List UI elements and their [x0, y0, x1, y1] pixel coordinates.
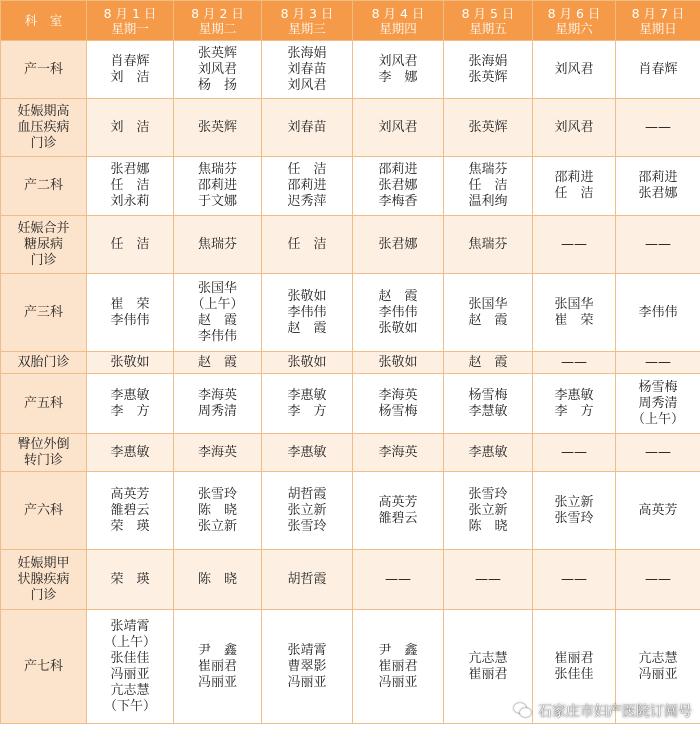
schedule-cell: 尹 鑫 崔丽君 冯丽亚 — [174, 610, 262, 724]
schedule-cell: 李惠敏 李 方 — [87, 374, 174, 434]
schedule-cell: 张国华 崔 荣 — [533, 274, 616, 352]
schedule-cell: 任 洁 — [262, 216, 353, 274]
header-day — [616, 1, 700, 41]
dept-cell: 产七科 — [1, 610, 87, 724]
schedule-cell: 亢志慧 崔丽君 — [444, 610, 533, 724]
schedule-cell: 高英芳 雒碧云 — [353, 472, 444, 550]
header-weekday: 星期一 — [111, 20, 149, 36]
dept-cell: 妊娠合并 糖尿病 门诊 — [1, 216, 87, 274]
schedule-cell: —— — [533, 216, 616, 274]
schedule-cell: 刘风君 — [353, 99, 444, 157]
schedule-cell: —— — [533, 550, 616, 610]
schedule-cell: 张靖霄 （上午） 张佳佳 冯丽亚 亢志慧 （下午） — [87, 610, 174, 724]
schedule-cell: 邵莉进 任 洁 — [533, 157, 616, 216]
dept-cell: 臀位外倒 转门诊 — [1, 434, 87, 472]
schedule-cell: 焦瑞芬 — [174, 216, 262, 274]
schedule-cell: 李海英 — [353, 434, 444, 472]
schedule-cell: 胡哲霞 — [262, 550, 353, 610]
table-row — [1, 550, 700, 610]
schedule-cell: —— — [444, 550, 533, 610]
schedule-cell: 张敬如 — [353, 352, 444, 374]
schedule-cell: 李惠敏 — [444, 434, 533, 472]
schedule-cell: 赵 霞 李伟伟 张敬如 — [353, 274, 444, 352]
header-date: 8 月 2 日 — [191, 5, 244, 21]
dept-cell: 产五科 — [1, 374, 87, 434]
schedule-cell: 刘风君 — [533, 99, 616, 157]
schedule-cell: 张雪玲 张立新 陈 晓 — [444, 472, 533, 550]
schedule-cell: 张敬如 — [262, 352, 353, 374]
schedule-cell: 张君娜 任 洁 刘永莉 — [87, 157, 174, 216]
table-row — [1, 216, 700, 274]
table-row — [1, 434, 700, 472]
header-row — [1, 1, 700, 41]
table-row — [1, 41, 700, 99]
schedule-cell: 张敬如 — [87, 352, 174, 374]
header-weekday: 星期五 — [469, 20, 507, 36]
dept-cell: 产三科 — [1, 274, 87, 352]
dept-cell: 产一科 — [1, 41, 87, 99]
header-dept: 科 室 — [1, 1, 87, 41]
table-row — [1, 274, 700, 352]
schedule-cell: 邵莉进 张君娜 — [616, 157, 700, 216]
schedule-cell: 刘 洁 — [87, 99, 174, 157]
schedule-cell: —— — [353, 550, 444, 610]
schedule-cell: —— — [533, 352, 616, 374]
schedule-cell: 张立新 张雪玲 — [533, 472, 616, 550]
schedule-cell: 张英辉 — [174, 99, 262, 157]
header-day — [87, 1, 174, 41]
schedule-cell: 张英辉 刘风君 杨 扬 — [174, 41, 262, 99]
table-row — [1, 472, 700, 550]
schedule-cell: 李惠敏 李 方 — [262, 374, 353, 434]
schedule-cell: 张君娜 — [353, 216, 444, 274]
schedule-cell: —— — [616, 99, 700, 157]
header-weekday: 星期四 — [379, 20, 417, 36]
schedule-cell: 张海娟 刘春苗 刘风君 — [262, 41, 353, 99]
schedule-cell: 尹 鑫 崔丽君 冯丽亚 — [353, 610, 444, 724]
schedule-cell: 肖春辉 — [616, 41, 700, 99]
schedule-cell: 邵莉进 张君娜 李梅香 — [353, 157, 444, 216]
header-weekday: 星期六 — [555, 20, 593, 36]
schedule-cell: —— — [616, 352, 700, 374]
schedule-cell: 胡哲霞 张立新 张雪玲 — [262, 472, 353, 550]
schedule-cell: 亢志慧 冯丽亚 — [616, 610, 700, 724]
header-weekday: 星期三 — [288, 20, 326, 36]
schedule-cell: 高英芳 雒碧云 荣 瑛 — [87, 472, 174, 550]
schedule-cell: 张敬如 李伟伟 赵 霞 — [262, 274, 353, 352]
table-row — [1, 157, 700, 216]
schedule-cell: 陈 晓 — [174, 550, 262, 610]
header-weekday: 星期日 — [639, 20, 677, 36]
header-day — [353, 1, 444, 41]
schedule-cell: 肖春辉 刘 洁 — [87, 41, 174, 99]
wechat-icon — [514, 703, 532, 719]
schedule-cell: 张国华 赵 霞 — [444, 274, 533, 352]
schedule-cell: 焦瑞芬 任 洁 温利绚 — [444, 157, 533, 216]
schedule-cell: 刘春苗 — [262, 99, 353, 157]
header-date: 8 月 3 日 — [280, 5, 334, 21]
dept-cell: 妊娠期甲 状腺疾病 门诊 — [1, 550, 87, 610]
schedule-cell: 张英辉 — [444, 99, 533, 157]
schedule-cell: 刘风君 李 娜 — [353, 41, 444, 99]
header-date: 8 月 5 日 — [461, 5, 515, 21]
dept-cell: 产六科 — [1, 472, 87, 550]
schedule-cell: 刘风君 — [533, 41, 616, 99]
schedule-cell: 杨雪梅 周秀清 （上午） — [616, 374, 700, 434]
schedule-cell: 李伟伟 — [616, 274, 700, 352]
header-date: 8 月 4 日 — [371, 5, 425, 21]
header-weekday: 星期二 — [198, 20, 237, 36]
schedule-cell: 崔 荣 李伟伟 — [87, 274, 174, 352]
schedule-cell: 崔丽君 张佳佳 — [533, 610, 616, 724]
schedule-cell: —— — [616, 550, 700, 610]
schedule-cell: 焦瑞芬 邵莉进 于文娜 — [174, 157, 262, 216]
schedule-cell: 荣 瑛 — [87, 550, 174, 610]
watermark — [514, 701, 692, 721]
table-row — [1, 99, 700, 157]
schedule-cell: 李惠敏 — [87, 434, 174, 472]
schedule-cell: —— — [616, 434, 700, 472]
header-date: 8 月 1 日 — [103, 5, 157, 21]
schedule-cell: 任 洁 邵莉进 迟秀萍 — [262, 157, 353, 216]
schedule-cell: 张海娟 张英辉 — [444, 41, 533, 99]
schedule-cell: 高英芳 — [616, 472, 700, 550]
dept-cell: 双胎门诊 — [1, 352, 87, 374]
header-day — [262, 1, 353, 41]
schedule-cell: 赵 霞 — [444, 352, 533, 374]
table-row — [1, 352, 700, 374]
header-day — [533, 1, 616, 41]
schedule-cell: 张靖霄 曹翠影 冯丽亚 — [262, 610, 353, 724]
schedule-cell: 李惠敏 — [262, 434, 353, 472]
schedule-cell: 任 洁 — [87, 216, 174, 274]
watermark-text: 石家庄市妇产医院订阅号 — [538, 704, 692, 720]
schedule-cell: 李海英 — [174, 434, 262, 472]
header-date: 8 月 7 日 — [631, 5, 685, 21]
header-day — [444, 1, 533, 41]
header-date: 8 月 6 日 — [547, 5, 601, 21]
dept-cell: 产二科 — [1, 157, 87, 216]
dept-cell: 妊娠期高 血压疾病 门诊 — [1, 99, 87, 157]
schedule-cell: 李惠敏 李 方 — [533, 374, 616, 434]
header-day — [174, 1, 262, 41]
table-row — [1, 374, 700, 434]
schedule-cell: 李海英 周秀清 — [174, 374, 262, 434]
schedule-cell: —— — [616, 216, 700, 274]
schedule-cell: 张雪玲 陈 晓 张立新 — [174, 472, 262, 550]
schedule-cell: 焦瑞芬 — [444, 216, 533, 274]
schedule-cell: 李海英 杨雪梅 — [353, 374, 444, 434]
schedule-cell: 赵 霞 — [174, 352, 262, 374]
schedule-cell: —— — [533, 434, 616, 472]
schedule-cell: 张国华 （上午） 赵 霞 李伟伟 — [174, 274, 262, 352]
schedule-cell: 杨雪梅 李慧敏 — [444, 374, 533, 434]
